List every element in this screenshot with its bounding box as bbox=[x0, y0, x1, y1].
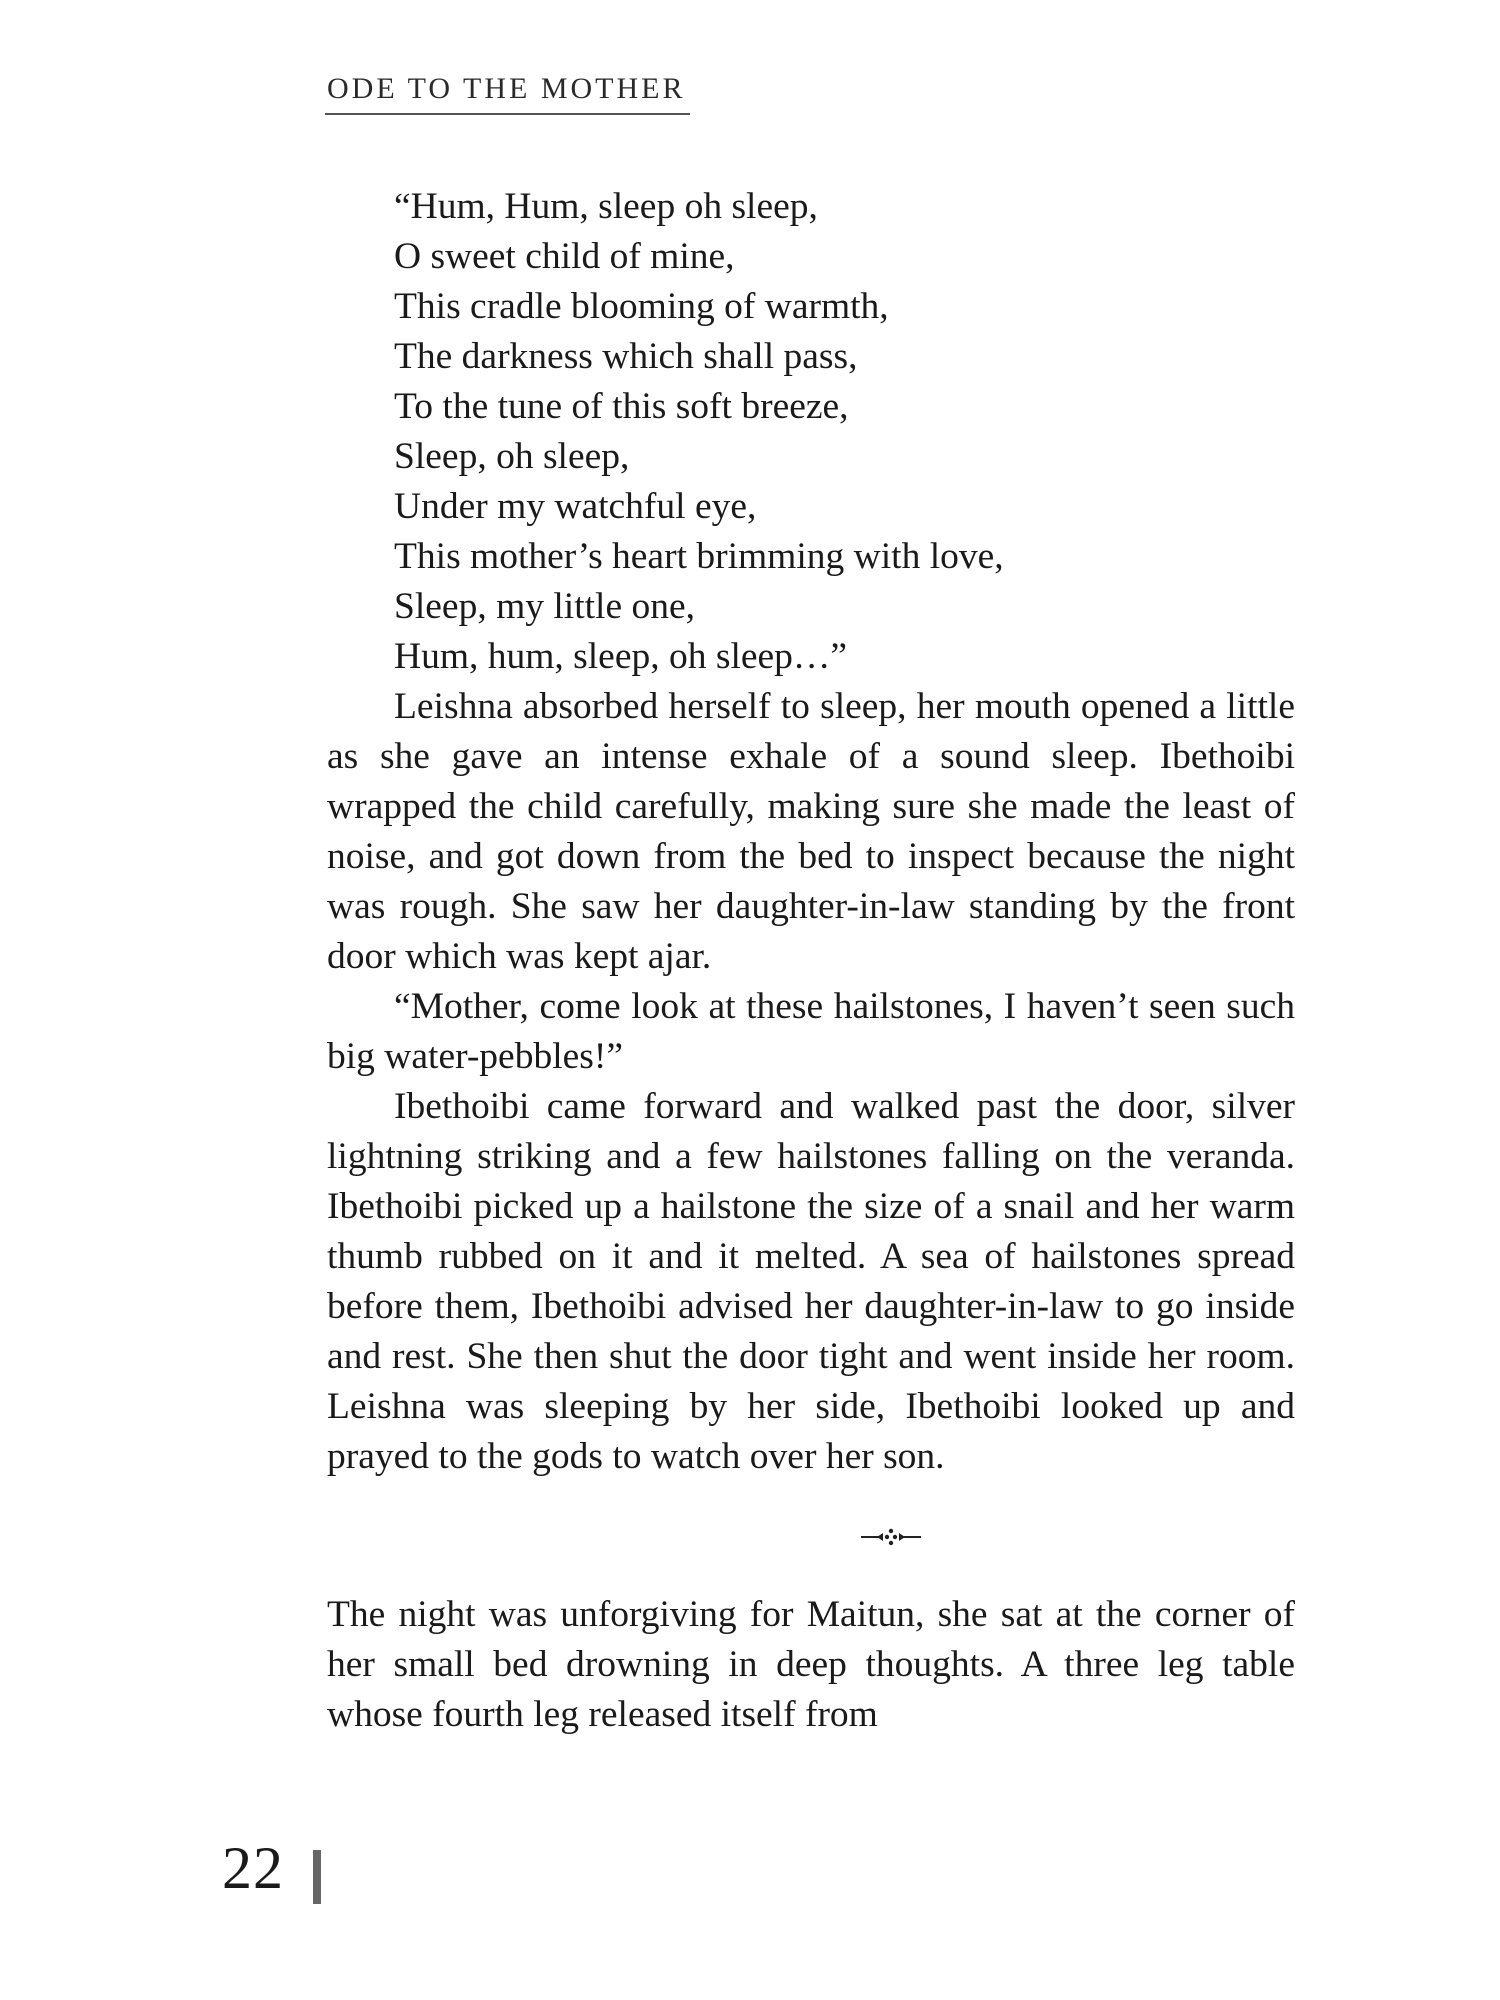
paragraph: Ibethoibi came forward and walked past the door, silver lightning striking and a few hailstones falling on the veranda. Ibethoibi picked up a hailstone the size of a snail and her warm thumb rubbed on it and it melted. A sea of hailstones spread before them, Ibethoibi advised her daughter-in-law to go inside and rest. She then shut the door tight and went inside her room. Leishna was sleeping by her side, Ibethoibi looked up and prayed to the gods to watch over her son. bbox=[327, 1086, 1295, 1477]
lullaby-verse bbox=[327, 182, 1295, 682]
page-number: 22 bbox=[222, 1835, 284, 1901]
page-number-bar bbox=[313, 1850, 321, 1904]
verse-line: O sweet child of mine, bbox=[394, 236, 735, 277]
paragraph-after-break: The night was unforgiving for Maitun, she sat at the corner of her small bed drowning in deep thoughts. A three leg table whose fourth leg released itself from bbox=[327, 1594, 1295, 1735]
verse-line: Sleep, oh sleep, bbox=[394, 436, 630, 477]
section-break-ornament bbox=[327, 1500, 1295, 1570]
verse-line: “Hum, Hum, sleep oh sleep, bbox=[394, 186, 818, 227]
verse-line: Under my watchful eye, bbox=[394, 486, 757, 527]
verse-line: This cradle blooming of warmth, bbox=[394, 286, 889, 327]
paragraph: “Mother, come look at these hailstones, I haven’t seen such big water-pebbles!” bbox=[327, 986, 1295, 1077]
running-head-rule bbox=[325, 113, 690, 115]
fleuron-icon bbox=[859, 1527, 923, 1547]
verse-line: Hum, hum, sleep, oh sleep…” bbox=[394, 636, 848, 677]
running-head: ODE TO THE MOTHER bbox=[327, 72, 686, 105]
verse-line: Sleep, my little one, bbox=[394, 586, 695, 627]
paragraph: Leishna absorbed herself to sleep, her mouth opened a little as she gave an intense exhale of a sound sleep. Ibethoibi wrapped the child carefully, making sure she made the least of noise, and got down from the bed to inspect because the night was rough. She saw her daughter-in-law standing by the front door which was kept ajar. bbox=[327, 686, 1295, 977]
body-text bbox=[327, 182, 1295, 1740]
verse-line: This mother’s heart brimming with love, bbox=[394, 536, 1004, 577]
verse-line: To the tune of this soft breeze, bbox=[394, 386, 849, 427]
verse-line: The darkness which shall pass, bbox=[394, 336, 858, 377]
